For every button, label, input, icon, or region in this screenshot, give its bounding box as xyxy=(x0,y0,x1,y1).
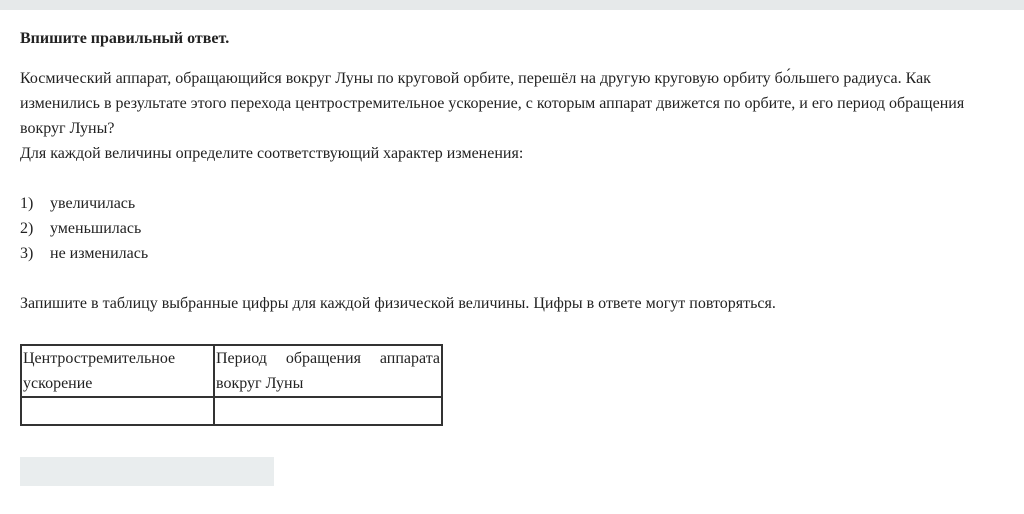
answer-input-period[interactable] xyxy=(216,399,440,424)
submit-button-placeholder[interactable] xyxy=(20,457,274,486)
answer-cell-acceleration[interactable] xyxy=(21,397,214,425)
option-label: не изменилась xyxy=(50,245,149,262)
answer-table-header-row xyxy=(21,345,442,397)
spacer xyxy=(20,266,998,291)
option-item xyxy=(20,216,998,241)
answer-table-input-row xyxy=(21,397,442,425)
option-number: 1) xyxy=(20,195,34,212)
answer-input-acceleration[interactable] xyxy=(23,399,212,424)
spacer xyxy=(20,166,998,191)
option-number: 2) xyxy=(20,220,34,237)
answer-options xyxy=(20,191,998,266)
option-item xyxy=(20,191,998,216)
question-task: Для каждой величины определите соответствующий характер изменения: xyxy=(20,145,524,162)
task-instruction: Впишите правильный ответ. xyxy=(20,30,230,47)
top-bar xyxy=(0,0,1024,10)
header-orbital-period: Период обращения аппарата вокруг Луны xyxy=(214,345,442,397)
option-label: уменьшилась xyxy=(50,220,142,237)
table-instruction: Запишите в таблицу выбранные цифры для каждой физической величины. Цифры в ответе могут повторяться. xyxy=(20,295,776,312)
option-label: увеличилась xyxy=(50,195,136,212)
answer-table xyxy=(20,344,443,426)
option-item xyxy=(20,241,998,266)
task-content xyxy=(20,26,998,426)
option-number: 3) xyxy=(20,245,34,262)
answer-cell-period[interactable] xyxy=(214,397,442,425)
header-centripetal-acceleration: Центростремительное ускорение xyxy=(21,345,214,397)
question-text: Космический аппарат, обращающийся вокруг Луны по круговой орбите, перешёл на другую круговую орбиту бо́льшего радиуса. Как изменились в результате этого перехода центростремительное ускорение, с которым аппарат движется по орбите, и его период обращения вокруг Луны? xyxy=(20,70,965,137)
